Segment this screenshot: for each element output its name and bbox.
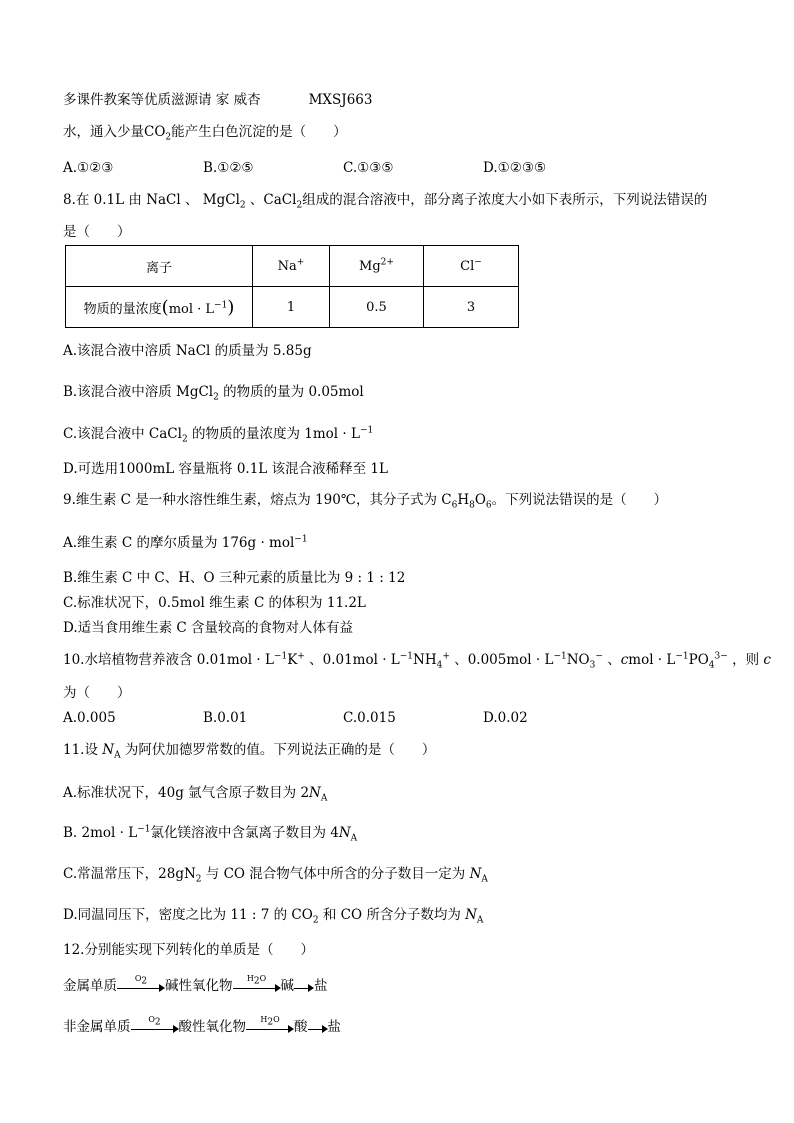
arrow-icon — [308, 1021, 328, 1035]
q10-stem-line2: 为（ ） — [63, 685, 131, 701]
q11-option-a: A.标准状况下，40g 氩气含原子数目为 $2N_A$ — [63, 785, 328, 804]
q9-option-a: A.维生素 C 的摩尔质量为 176g · mol$^{-1}$ — [63, 534, 308, 551]
header-na: Na+ — [253, 246, 330, 287]
value-mg: 0.5 — [330, 287, 424, 328]
value-cl: 3 — [424, 287, 519, 328]
watermark-line — [63, 92, 372, 108]
q7-stem-tail: 水，通入少量$CO_2$能产生白色沉淀的是（ ） — [63, 124, 347, 143]
watermark-text: 多课件教案等优质滋源请 家 威杏 — [63, 92, 261, 108]
table-row — [66, 287, 519, 328]
q12-chain-nonmetal: 非金属单质 $O_2$ 酸性氧化物 $H_2O$ 酸 盐 — [63, 1014, 341, 1035]
q11-option-d: D.同温同压下，密度之比为 11 : 7 的 $CO_2$ 和 CO 所含分子数均为 $N_A$ — [63, 907, 484, 926]
q8-option-a: A.该混合液中溶质 NaCl 的质量为 5.85g — [63, 343, 312, 359]
arrow-h2o-icon: $H_2O$ — [233, 980, 281, 994]
arrow-h2o-icon: $H_2O$ — [246, 1021, 294, 1035]
q10-option-a: A.0.005 — [63, 710, 116, 726]
q10-option-c: C.0.015 — [343, 710, 396, 726]
q11-option-c: C.常温常压下，$28gN_2$ 与 CO 混合物气体中所含的分子数目一定为 $N_A$ — [63, 866, 488, 885]
q10-stem: 10.水培植物营养液含 $0.01mol \cdot L^{-1}K^+$ 、$0.01mol \cdot L^{-1}NH_4^+$ 、$0.005mol \cdot L^{-1}NO_3^-$ 、cmol · $L^{-1}PO_4^{3-}$ ，则 c — [63, 651, 771, 671]
q9-stem: 9.维生素 C 是一种水溶性维生素，熔点为 190℃，其分子式为 $C_6H_8O_6$。下列说法错误的是（ ） — [63, 492, 668, 511]
q8-stem: 8.在 0.1L 由 NaCl 、 MgCl$_2$ 、CaCl$_2$组成的混合溶液中，部分离子浓度大小如下表所示，下列说法错误的 — [63, 192, 708, 211]
q11-option-b: B. $2mol \cdot L^{-1}$氯化镁溶液中含氯离子数目为 $4N_A$ — [63, 824, 358, 844]
q8-stem-line2: 是（ ） — [63, 224, 131, 240]
q10-option-b: B.0.01 — [203, 710, 248, 726]
q8-option-d: D.可选用1000mL 容量瓶将 0.1L 该混合液稀释至 1L — [63, 461, 388, 477]
q12-chain-metal: 金属单质 $O_2$ 碱性氧化物 $H_2O$ 碱 盐 — [63, 973, 328, 994]
watermark-code: MXSJ663 — [308, 92, 373, 108]
q9-option-c: C.标准状况下，0.5mol 维生素 C 的体积为 11.2L — [63, 595, 366, 611]
q9-option-b: B.维生素 C 中 C、H、O 三种元素的质量比为 9 : 1 : 12 — [63, 570, 406, 586]
q9-option-d: D.适当食用维生素 C 含量较高的食物对人体有益 — [63, 620, 354, 636]
q8-option-c: C.该混合液中 CaCl$_2$ 的物质的量浓度为 $1mol \cdot L^{-1}$ — [63, 425, 374, 445]
q7-option-b: B.①②⑤ — [203, 160, 254, 176]
q12-stem: 12.分别能实现下列转化的单质是（ ） — [63, 942, 314, 958]
table-header-row — [66, 246, 519, 287]
q7-option-d: D.①②③⑤ — [483, 160, 547, 176]
value-na: 1 — [253, 287, 330, 328]
q7-option-c: C.①③⑤ — [343, 160, 394, 176]
q8-option-b: B.该混合液中溶质 MgCl$_2$ 的物质的量为 0.05mol — [63, 384, 364, 403]
q7-option-a: A.①②③ — [63, 160, 114, 176]
q11-stem: 11.设 $N_A$ 为阿伏加德罗常数的值。下列说法正确的是（ ） — [63, 742, 436, 761]
arrow-icon — [294, 980, 314, 994]
q10-option-d: D.0.02 — [483, 710, 528, 726]
header-mg: $Mg^{2+}$ — [330, 246, 424, 287]
arrow-o2-icon: $O_2$ — [131, 1021, 179, 1035]
ion-concentration-table — [65, 245, 519, 328]
arrow-o2-icon: $O_2$ — [117, 980, 165, 994]
row-concentration-label: 物质的量浓度$(mol \cdot L^{-1})$ — [66, 287, 253, 328]
header-ion-label: 离子 — [66, 246, 253, 287]
header-cl: Cl− — [424, 246, 519, 287]
